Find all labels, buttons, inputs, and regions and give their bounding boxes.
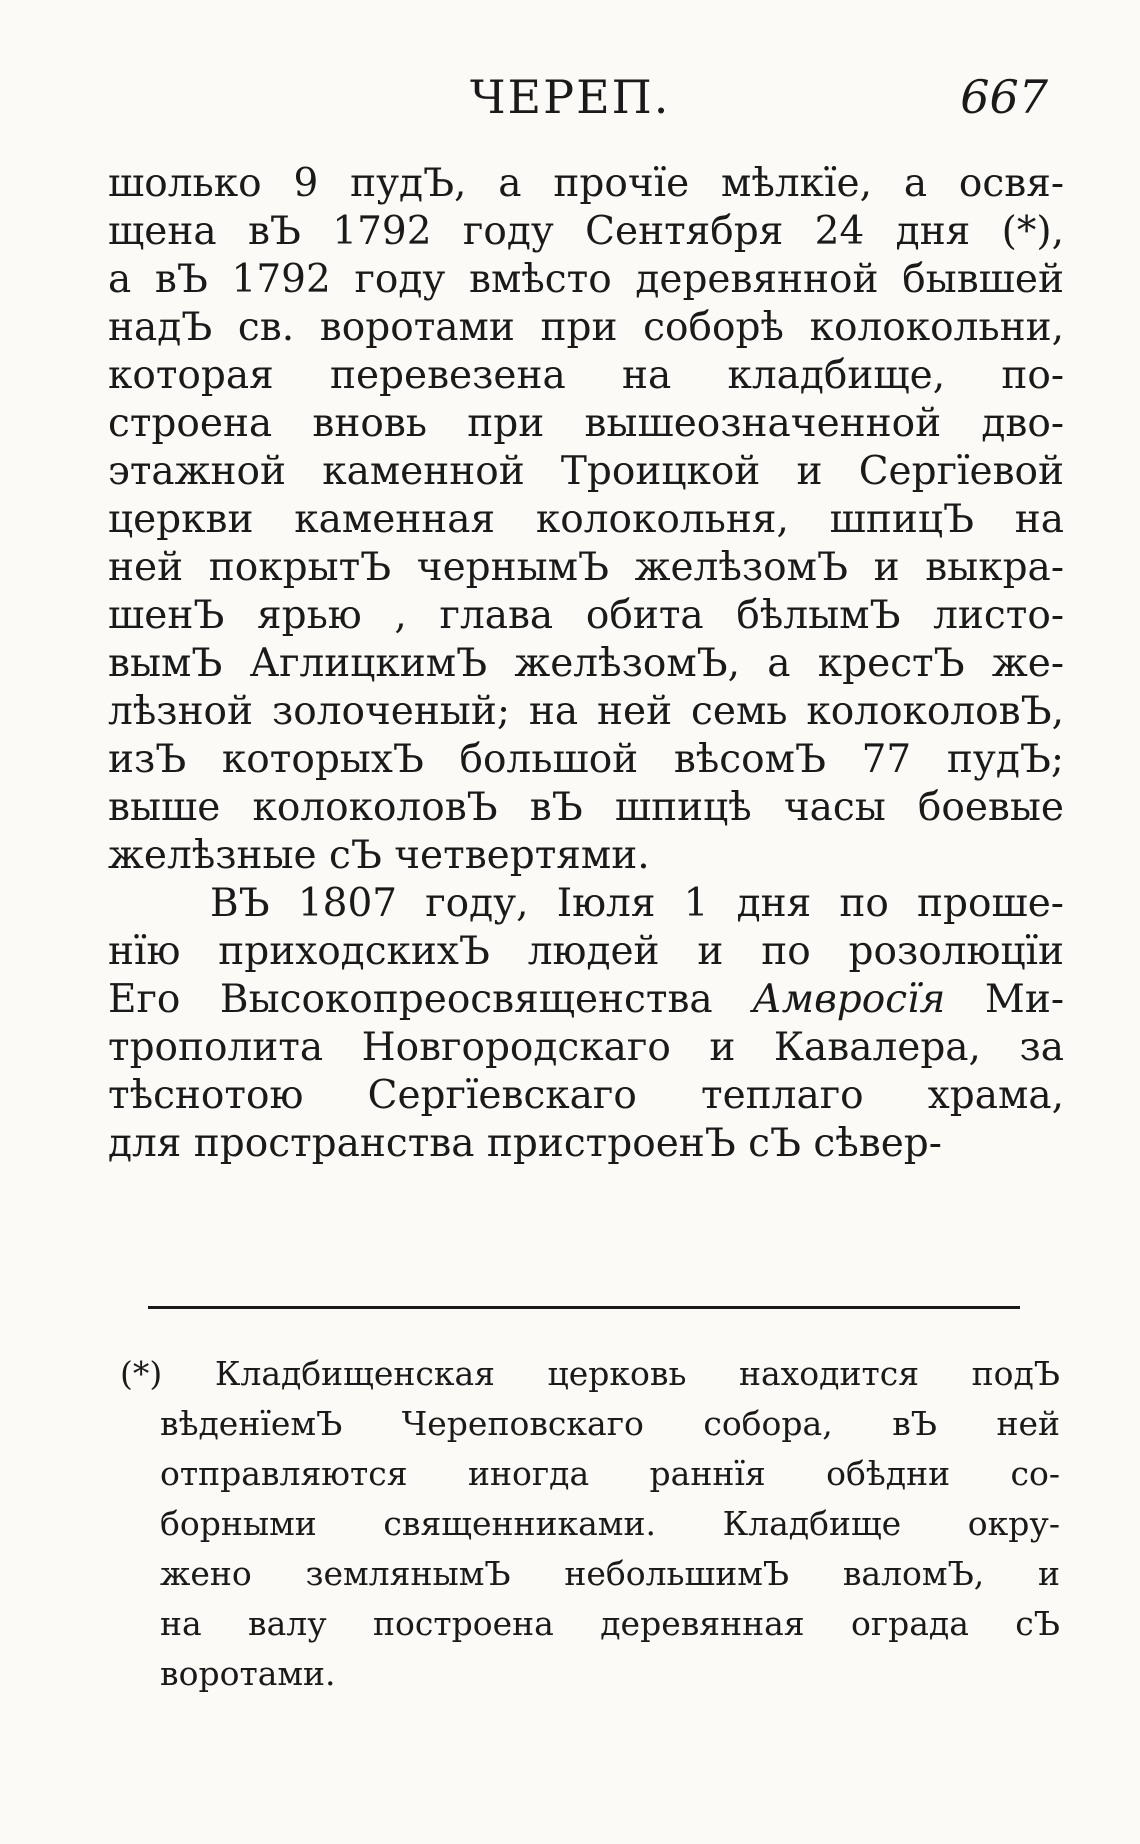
text-line: шенЪ ярью , глава обита бѣлымЪ листо- [108, 593, 1064, 638]
paragraph-first-line: ВЪ 1807 году, Іюля 1 дня по проше- [210, 881, 1064, 926]
text-line: которая перевезена на кладбище, по- [108, 353, 1064, 398]
text-line: выше колоколовЪ вЪ шпицѣ часы боевые [108, 785, 1064, 830]
footnote-line: отправляются иногда раннїя обѣдни со- [160, 1454, 1060, 1493]
text-segment: Ми- [945, 977, 1064, 1022]
text-line: церкви каменная колокольня, шпицЪ на [108, 497, 1064, 542]
italic-name: Амвросїя [752, 977, 946, 1022]
text-line: а вЪ 1792 году вмѣсто деревянной бывшей [108, 257, 1064, 302]
text-line: ней покрытЪ чернымЪ желѣзомЪ и выкра- [108, 545, 1064, 590]
text-line-with-name [108, 976, 1064, 1024]
footnote-line: (*) Кладбищенская церковь находится подЪ [120, 1354, 1060, 1393]
text-line: вымЪ АглицкимЪ желѣзомЪ, а крестЪ же- [108, 641, 1064, 686]
text-line: для пространства пристроенЪ сЪ сѣвер- [108, 1121, 942, 1166]
text-line: желѣзные сЪ четвертями. [108, 833, 650, 878]
text-line: щена вЪ 1792 году Сентября 24 дня (*), [108, 209, 1064, 254]
text-line: этажной каменной Троицкой и Сергїевой [108, 449, 1064, 494]
running-header-title: ЧЕРЕП. [470, 70, 671, 124]
text-segment: Его Высокопреосвященства [108, 977, 753, 1022]
text-line: лѣзной золоченый; на ней семь колоколовЪ, [108, 689, 1064, 734]
footnote-separator [148, 1306, 1020, 1309]
text-line: нїю приходскихЪ людей и по розолюцїи [108, 929, 1064, 974]
text-line: трополита Новгородскаго и Кавалера, за [108, 1025, 1064, 1070]
text-line: строена вновь при вышеозначенной дво- [108, 401, 1064, 446]
footnote-line: вѣденїемЪ Череповскаго собора, вЪ ней [160, 1404, 1060, 1443]
footnote-line: борными священниками. Кладбище окру- [160, 1504, 1060, 1543]
text-line: тѣснотою Сергїевскаго теплаго храма, [108, 1073, 1064, 1118]
footnote-line: жено землянымЪ небольшимЪ валомЪ, и [160, 1554, 1060, 1593]
text-line: изЪ которыхЪ большой вѣсомЪ 77 пудЪ; [108, 737, 1064, 782]
footnote-line: на валу построена деревянная ограда сЪ [160, 1604, 1060, 1643]
footnote-line: воротами. [160, 1654, 336, 1693]
text-line: надЪ св. воротами при соборѣ колокольни, [108, 305, 1064, 350]
page-number: 667 [960, 70, 1048, 124]
text-line: шолько 9 пудЪ, а прочїе мѣлкїе, а освя- [108, 161, 1064, 206]
